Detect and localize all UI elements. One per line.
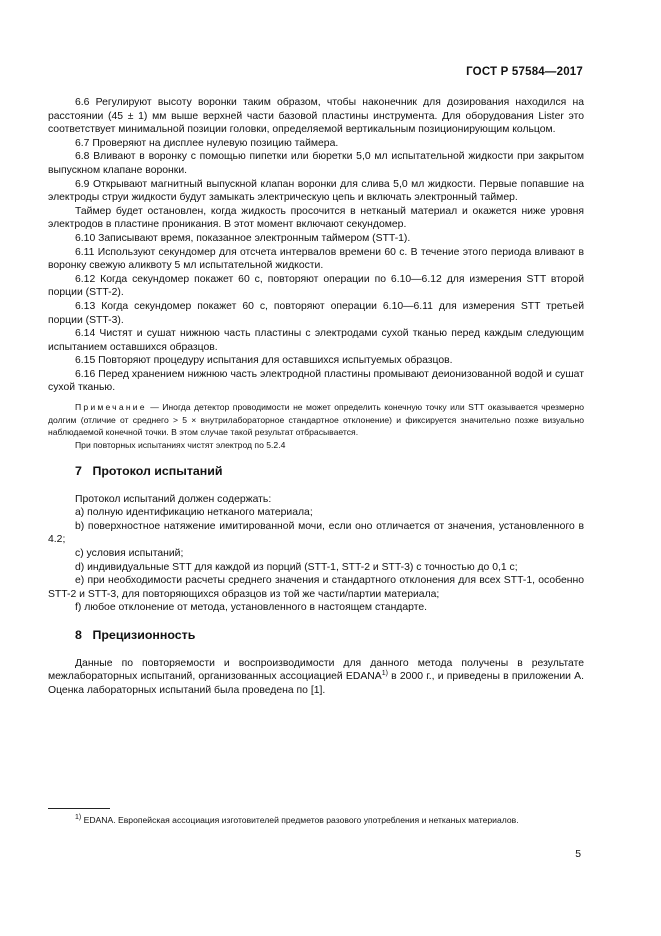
- document-id-header: ГОСТ Р 57584—2017: [466, 66, 583, 78]
- section-8-heading: [75, 629, 584, 643]
- footnote-text: EDANA. Европейская ассоциация изготовителей предметов разового употребления и нетканых материалов.: [81, 815, 519, 825]
- footnote-separator: [48, 808, 110, 809]
- section-8-text-before: Данные по повторяемости и воспроизводимости для данного метода получены в результате межлабораторных испытаний, организованных ассоциацией EDANA: [48, 657, 584, 683]
- section-7-intro: Протокол испытаний должен содержать:: [75, 493, 272, 505]
- section-8-number: 8: [75, 628, 82, 642]
- step-6-15: 6.15 Повторяют процедуру испытания для оставшихся испытуемых образцов.: [75, 355, 453, 367]
- page-number: 5: [575, 849, 581, 860]
- step-6-14: 6.14 Чистят и сушат нижнюю часть пластины с электродами сухой тканью перед каждым следующим испытанием оставшихся образцов.: [48, 328, 584, 353]
- document-body: [48, 96, 584, 697]
- note-label: Примечание: [75, 402, 147, 413]
- footnote: [48, 814, 584, 827]
- section-8-text-after: в 2000 г., и приведены в приложении А. Оценка лабораторных испытаний была проведена по [1].: [48, 671, 584, 696]
- note-paragraph: [48, 401, 584, 439]
- step-6-9-timer: Таймер будет остановлен, когда жидкость просочится в нетканый материал и окажется ниже уровня электродов в пластине проникания. В этот момент включают секундомер.: [48, 205, 584, 231]
- section-7-title: Протокол испытаний: [92, 464, 223, 479]
- protocol-item-d: d) индивидуальные STT для каждой из порций (STT-1, STT-2 и STT-3) с точностью до 0,1 с;: [75, 561, 518, 573]
- section-7-heading: [75, 465, 584, 479]
- step-6-11: 6.11 Используют секундомер для отсчета интервалов времени 60 с. В течение этого периода вливают в воронку свежую аликвоту 5 мл испытательной жидкости.: [48, 246, 584, 272]
- step-6-6: 6.6 Регулируют высоту воронки таким образом, чтобы наконечник для дозирования находился на расстоянии (45 ± 1) мм выше верхней части базовой пластины инструмента. Для оборудования Lister это соответствует минимальной позиции головки, определяемой вертикальным позиционирующим кольцом.: [48, 97, 584, 136]
- note-block: [48, 401, 584, 451]
- protocol-item-b: b) поверхностное натяжение имитированной мочи, если оно отличается от значения, установленного в 4.2;: [48, 520, 584, 546]
- protocol-item-f: f) любое отклонение от метода, установленного в настоящем стандарте.: [75, 602, 428, 614]
- footnote-reference: 1): [381, 670, 388, 678]
- section-7-number: 7: [75, 464, 82, 479]
- step-6-12: 6.12 Когда секундомер покажет 60 с, повторяют операции по 6.10—6.12 для измерения STT второй порции (STT-2).: [48, 273, 584, 299]
- step-6-16: 6.16 Перед хранением нижнюю часть электродной пластины промывают деионизованной водой и сушат сухой тканью.: [48, 368, 584, 394]
- section-8-paragraph: [48, 657, 584, 698]
- step-6-7: 6.7 Проверяют на дисплее нулевую позицию таймера.: [75, 137, 339, 149]
- section-8-title: Прецизионность: [92, 628, 196, 642]
- protocol-item-c: c) условия испытаний;: [75, 548, 184, 560]
- protocol-item-e: e) при необходимости расчеты среднего значения и стандартного отклонения для всех STT-1, особенно STT-2 и STT-3, для повторяющихся образцов из той же части/партии материала;: [48, 575, 584, 600]
- protocol-item-a: a) полную идентификацию нетканого материала;: [75, 507, 313, 519]
- footnote-mark: 1): [75, 814, 82, 821]
- note-electrode-cleaning: При повторных испытаниях чистят электрод по 5.2.4: [75, 439, 286, 450]
- step-6-8: 6.8 Вливают в воронку с помощью пипетки или бюретки 5,0 мл испытательной жидкости при закрытом выпускном клапане воронки.: [48, 151, 584, 176]
- step-6-9: 6.9 Открывают магнитный выпускной клапан воронки для слива 5,0 мл жидкости. Первые попавшие на электроды струи жидкости будут замыкать электрическую цепь и включать электронный таймер.: [48, 178, 584, 204]
- note-text: — Иногда детектор проводимости не может определить конечную точку или STT оказывается чрезмерно долгим (отличие от среднего > 5 × внутрилабораторное стандартное отклонение) и фиксируется значительно позже визуально наблюдаемой конечной точки. В этом случае такой результат отбрасывается.: [48, 402, 584, 438]
- step-6-10: 6.10 Записывают время, показанное электронным таймером (STT-1).: [75, 232, 411, 244]
- step-6-13: 6.13 Когда секундомер покажет 60 с, повторяют операции 6.10—6.11 для измерения STT третьей порции (STT-3).: [48, 300, 584, 326]
